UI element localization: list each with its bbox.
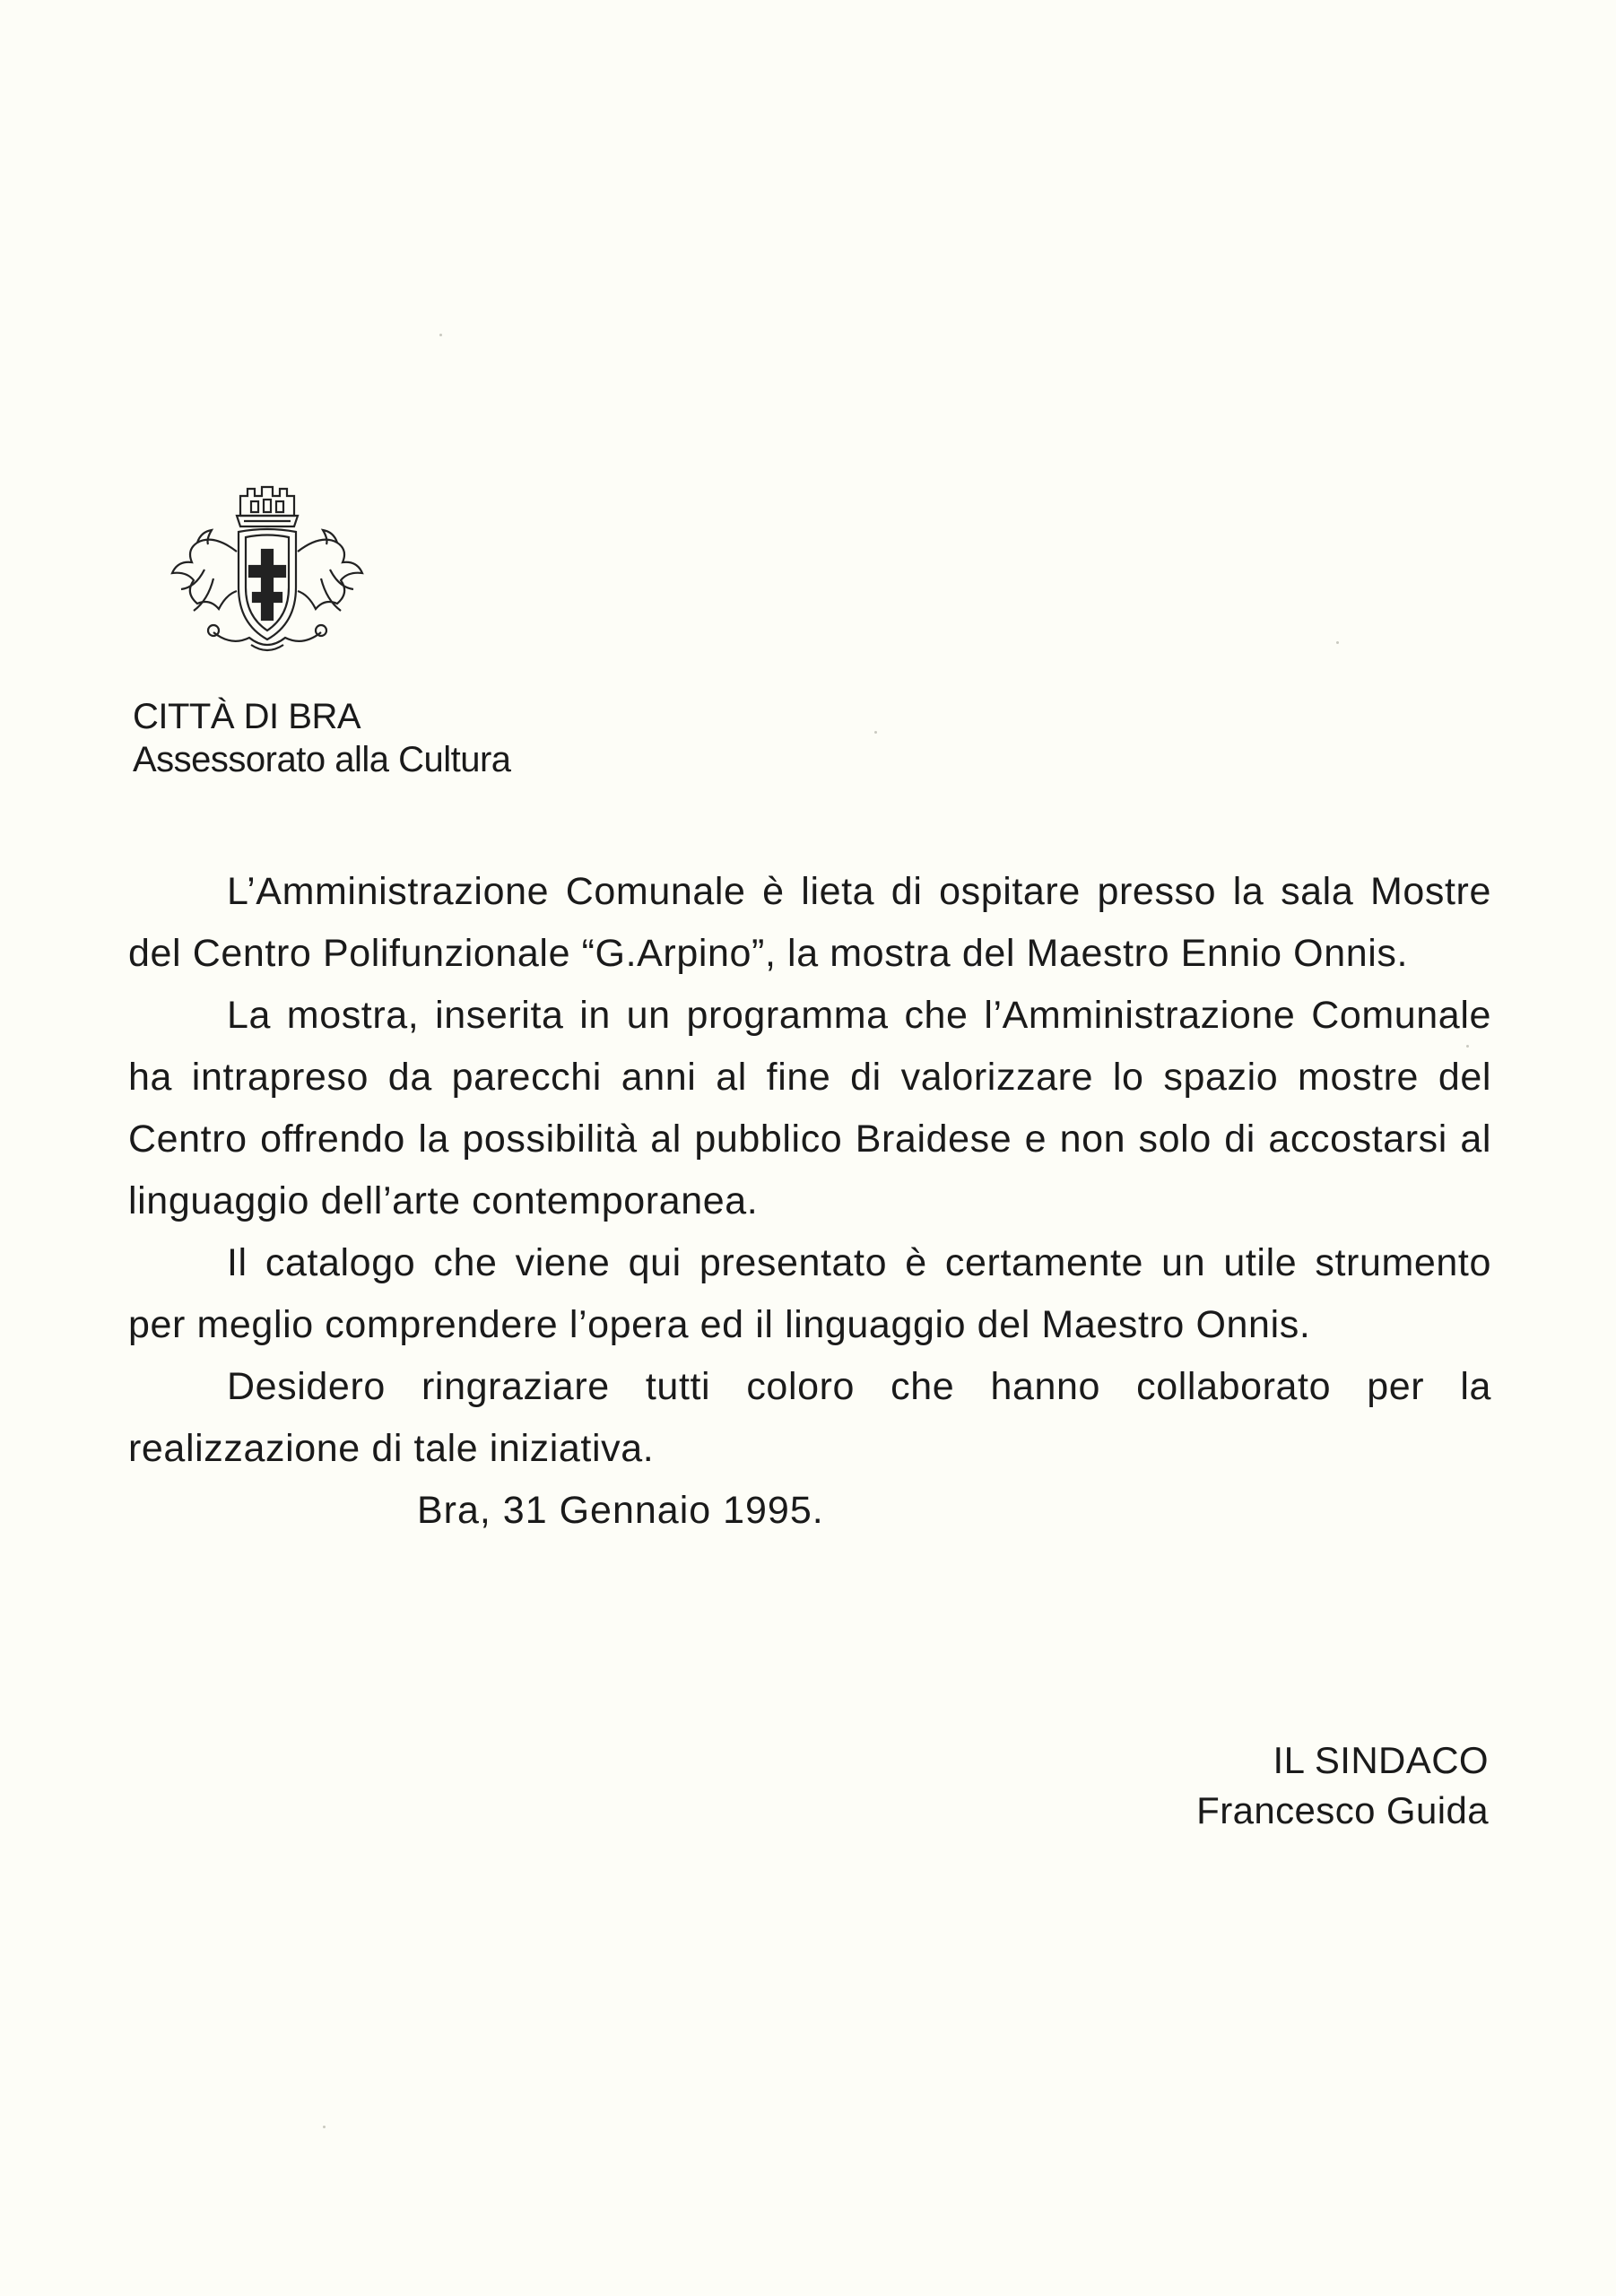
letterhead bbox=[133, 695, 511, 781]
paragraph-thanks: Desidero ringraziare tutti coloro che hanno collaborato per la realizzazione di tale iniziativa. bbox=[128, 1365, 1491, 1470]
paragraph-intro: L’Amministrazione Comunale è lieta di ospitare presso la sala Mostre del Centro Polifunzionale “G.Arpino”, la mostra del Maestro Ennio Onnis. bbox=[128, 870, 1491, 975]
paper-speck bbox=[874, 731, 877, 734]
paper-speck bbox=[1336, 641, 1339, 644]
letter-body bbox=[128, 861, 1491, 1542]
signature-block bbox=[1196, 1735, 1489, 1836]
signatory-name: Francesco Guida bbox=[1196, 1789, 1489, 1831]
paper-speck bbox=[439, 334, 442, 336]
paper-speck bbox=[323, 2126, 326, 2128]
signatory-title: IL SINDACO bbox=[1273, 1739, 1489, 1781]
city-name: CITTÀ DI BRA bbox=[133, 697, 361, 736]
paragraph-program: La mostra, inserita in un programma che l’Amministrazione Comunale ha intrapreso da parecchi anni al fine di valorizzare lo spazio mostre del Centro offrendo la possibilità al pubblico Braidese e non solo di accostarsi al linguaggio dell’arte contemporanea. bbox=[128, 994, 1491, 1222]
department-name: Assessorato alla Cultura bbox=[133, 740, 511, 779]
city-coat-of-arms-icon bbox=[151, 480, 384, 659]
letter-date: Bra, 31 Gennaio 1995. bbox=[417, 1489, 824, 1532]
paragraph-catalogue: Il catalogo che viene qui presentato è certamente un utile strumento per meglio comprendere l’opera ed il linguaggio del Maestro Onnis. bbox=[128, 1241, 1491, 1346]
paper-speck bbox=[1466, 1045, 1469, 1048]
